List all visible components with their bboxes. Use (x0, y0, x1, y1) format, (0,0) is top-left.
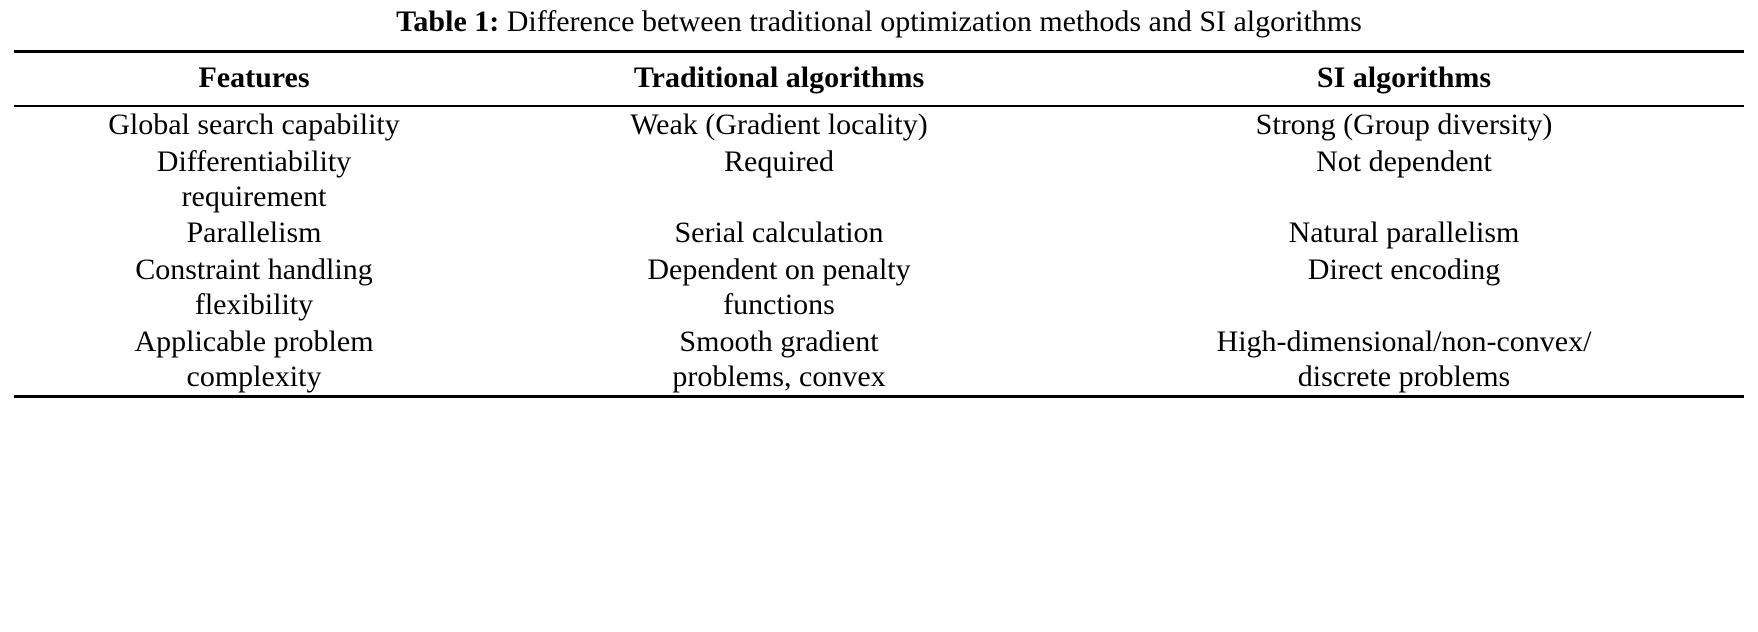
cell-line: Not dependent (1316, 144, 1492, 178)
cell-si (1064, 107, 1744, 144)
cell-line: complexity (186, 359, 322, 393)
table-row (14, 252, 1744, 324)
cell-line: High-dimensional/non-convex/ (1216, 324, 1592, 358)
cell-line: Weak (Gradient locality) (630, 108, 928, 141)
table-row (14, 107, 1744, 144)
cell-feature (14, 252, 494, 324)
cell-line: Differentiability (156, 144, 352, 178)
cell-line: problems, convex (672, 359, 886, 393)
cell-line: functions (723, 287, 835, 321)
cell-feature (14, 144, 494, 216)
cell-line: Constraint handling (135, 253, 373, 287)
table-row (14, 215, 1744, 252)
cell-line: Applicable problem (134, 324, 374, 358)
cell-line: Natural parallelism (1288, 216, 1520, 250)
cell-line: Global search capability (108, 108, 400, 141)
cell-traditional (494, 107, 1064, 144)
rule-bottom (14, 397, 1744, 399)
table-caption (0, 0, 1758, 50)
column-header-features: Features (198, 61, 310, 94)
cell-line: Parallelism (186, 216, 322, 250)
table-body (14, 107, 1744, 398)
cell-line: discrete problems (1297, 359, 1511, 393)
cell-feature (14, 215, 494, 252)
cell-si (1064, 252, 1744, 324)
cell-feature (14, 107, 494, 144)
column-header-si-algorithms: SI algorithms (1316, 61, 1492, 94)
table-row (14, 324, 1744, 397)
cell-line: Direct encoding (1307, 253, 1501, 287)
table-head (14, 52, 1744, 108)
cell-line: Smooth gradient (679, 324, 879, 358)
cell-feature (14, 324, 494, 397)
comparison-table (14, 50, 1744, 398)
cell-traditional (494, 252, 1064, 324)
cell-traditional (494, 215, 1064, 252)
cell-line: flexibility (194, 287, 314, 321)
cell-traditional (494, 324, 1064, 397)
cell-si (1064, 215, 1744, 252)
table-header-row (14, 53, 1744, 106)
column-header-traditional-algorithms: Traditional algorithms (633, 61, 925, 94)
cell-line: requirement (181, 179, 327, 213)
cell-si (1064, 144, 1744, 216)
table-caption-label: Table 1: (396, 5, 500, 38)
cell-si (1064, 324, 1744, 397)
cell-traditional (494, 144, 1064, 216)
cell-line: Serial calculation (674, 216, 884, 250)
table-row (14, 144, 1744, 216)
cell-line: Strong (Group diversity) (1255, 108, 1553, 141)
table-caption-text: Difference between traditional optimization methods and SI algorithms (506, 5, 1362, 38)
cell-line: Required (724, 144, 834, 178)
cell-line: Dependent on penalty (647, 253, 911, 287)
